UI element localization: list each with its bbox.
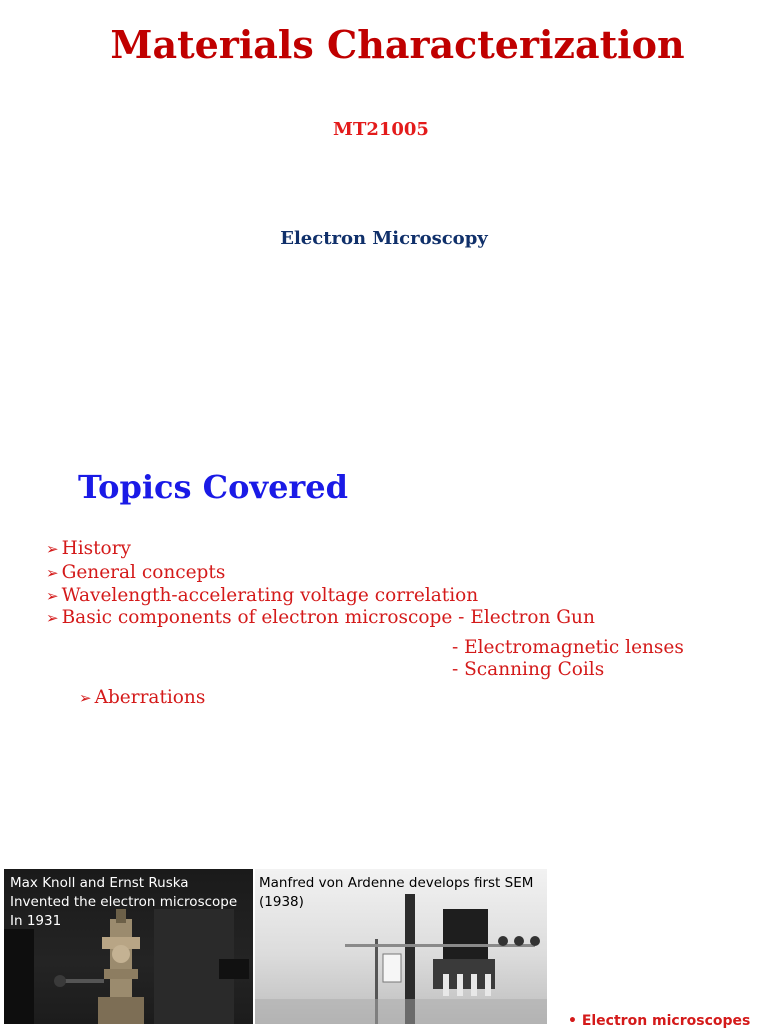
arrow-bullet-icon: ➢: [46, 540, 59, 558]
topic-sub-item: - Electromagnetic lenses: [452, 637, 684, 658]
subject-title: Electron Microscopy: [280, 228, 488, 249]
topic-item: ➢ Wavelength-accelerating voltage correlation: [46, 585, 479, 606]
arrow-bullet-icon: ➢: [46, 564, 59, 582]
topic-item-aberrations: ➢ Aberrations: [79, 687, 206, 708]
topic-sub-item: - Scanning Coils: [452, 659, 605, 680]
arrow-bullet-icon: ➢: [46, 609, 59, 627]
topic-item: ➢ General concepts: [46, 562, 226, 583]
topic-item: ➢ Basic components of electron microscope - Electron Gun: [46, 607, 595, 628]
photo-right-caption: Manfred von Ardenne develops first SEM (1938): [259, 875, 534, 910]
page-title: Materials Characterization: [110, 22, 685, 67]
course-code: MT21005: [333, 119, 429, 140]
arrow-bullet-icon: ➢: [46, 587, 59, 605]
arrow-bullet-icon: ➢: [79, 689, 92, 707]
electron-microscopes-bullet: • Electron microscopes: [568, 1013, 751, 1029]
knoll-ruska-photo: [4, 869, 253, 1024]
topics-heading: Topics Covered: [78, 468, 349, 506]
photo-left-caption: Max Knoll and Ernst Ruska Invented the electron microscope In 1931: [10, 875, 238, 929]
von-ardenne-photo: [255, 869, 547, 1024]
topic-item: ➢ History: [46, 538, 131, 559]
